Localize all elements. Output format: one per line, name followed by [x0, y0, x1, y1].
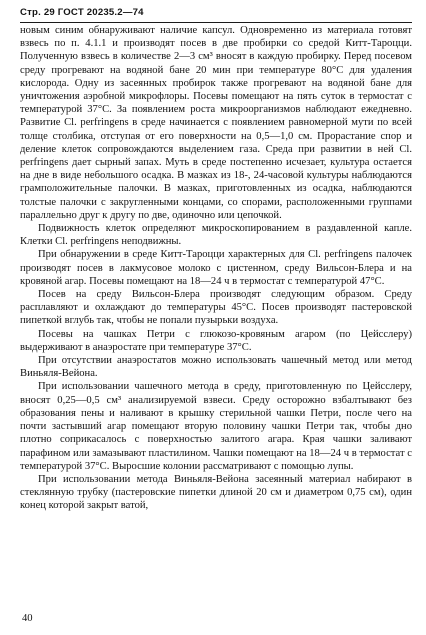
paragraph-7: При использовании чашечного метода в среду, приготовленную по Цейсслеру, вносят 0,25—0,5 см³ анализируемой взвеси. Среду осторожно взбалтывают без образования пены и наливают в крышку стерильной чашки Петри, после чего на почти застывший агар помещают вторую половину чашки Петри так, чтобы дно плотно соприкасалось с поверхностью залитого агара. Края чашки заливают парафином или замазывают пластилином. Чашки помещают на 18—24 ч в термостат с температурой 37°С. Выросшие колонии рассматривают с помощью лупы.	[20, 381, 412, 472]
paragraph-8: При использовании метода Виньяля-Вейона засеянный материал набирают в стеклянную трубку (пастеровские пипетки длиной 20 см и диаметром 0,75 см), один конец которой закрыт ватой,	[20, 473, 412, 512]
paragraph-3: При обнаружении в среде Китт-Тароцци характерных для Cl. perfringens палочек производят посев в лакмусовое молоко с цистенном, среду Вильсон-Блера и на кровяной агар. Посевы помещают на 18—24 ч в термостат с температурой 47°С.	[20, 249, 412, 287]
paragraph-1: новым синим обнаруживают наличие капсул. Одновременно из материала готовят взвесь по п. 4.1.1 и производят посев в две пробирки со средой Китт-Тароцци. Полученную взвесь в количестве 2—3 см³ вносят в каждую пробирку. Перед посевом среду прогревают на водяной бане 20 мин при температуре 80°С для удаления кислорода. Одну из засеянных пробирок также прогревают на водяной бане для уничтожения аэробной микрофлоры. Посевы помещают на пять суток в термостат с температурой 37°С. За появлением роста микроорганизмов наблюдают ежедневно. Развитие Cl. perfringens в среде начинается с появлением равномерной мути по всей толще столбика, отступая от его поверхности на 0,5—1,0 см. Прорастание спор и деление клеток сопровождаются выделением газа. Среда при развитии в ней Cl. perfringens дает сырный запах. Муть в среде постепенно исчезает, культура остается на дне в виде небольшого осадка. В мазках из 18-, 24-часовой культуры наблюдаются грамположительные палочки. В мазках, приготовленных из осадка, наблюдаются толстые палочки с закругленными концами, со спорами, расположенными группами параллельно друг к другу по две, одиночно или цепочкой.	[20, 25, 412, 221]
paragraph-2: Подвижность клеток определяют микроскопированием в раздавленной капле. Клетки Cl. perfringens неподвижны.	[20, 223, 412, 248]
paragraph-5: Посевы на чашках Петри с глюкозо-кровяным агаром (по Цейсслеру) выдерживают в анаэростате при температуре 37°С.	[20, 328, 412, 353]
document-body	[20, 24, 412, 513]
page-header: Стр. 29 ГОСТ 20235.2—74	[20, 7, 144, 18]
page-number: 40	[22, 613, 33, 624]
paragraph-4: Посев на среду Вильсон-Блера производят следующим образом. Среду расплавляют и охлаждают до температуры 45°С. Посев производят пастеровской пипеткой вглубь так, чтобы не попали пузырьки воздуха.	[20, 289, 412, 327]
paragraph-6: При отсутствии анаэростатов можно использовать чашечный метод или метод Виньяля-Вейона.	[20, 355, 412, 380]
header-rule	[20, 22, 412, 23]
